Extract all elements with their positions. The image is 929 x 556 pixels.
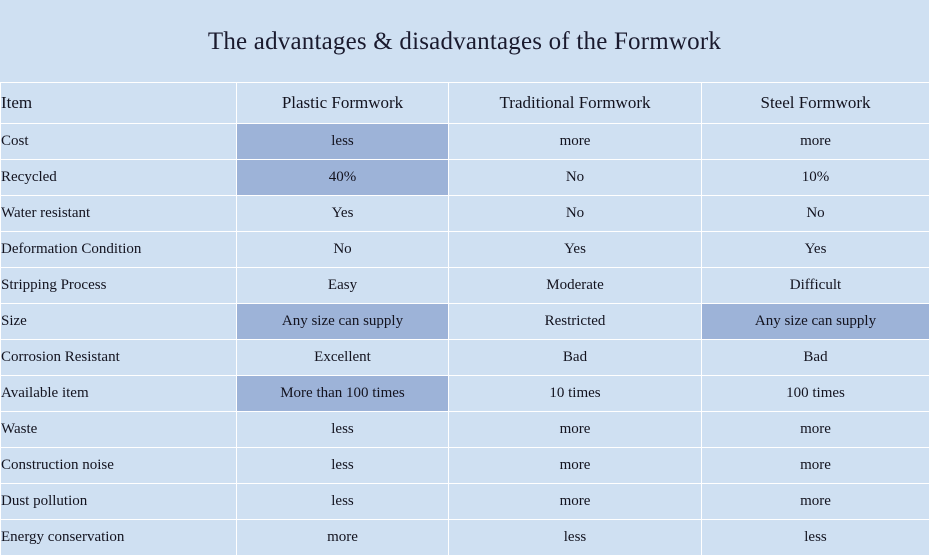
cell-traditional: 10 times (449, 376, 702, 412)
row-item-label: Waste (1, 412, 237, 448)
table-row (1, 160, 929, 196)
cell-steel: Any size can supply (702, 304, 929, 340)
cell-plastic: Excellent (237, 340, 449, 376)
table-row (1, 304, 929, 340)
cell-plastic: less (237, 484, 449, 520)
cell-plastic: Any size can supply (237, 304, 449, 340)
cell-steel: Difficult (702, 268, 929, 304)
cell-traditional: Yes (449, 232, 702, 268)
cell-plastic: No (237, 232, 449, 268)
row-item-label: Water resistant (1, 196, 237, 232)
row-item-label: Deformation Condition (1, 232, 237, 268)
cell-traditional: more (449, 448, 702, 484)
cell-plastic: Easy (237, 268, 449, 304)
table-row (1, 196, 929, 232)
column-header-traditional-formwork: Traditional Formwork (449, 83, 702, 124)
cell-traditional: No (449, 160, 702, 196)
cell-steel: Yes (702, 232, 929, 268)
table-row (1, 448, 929, 484)
table-row (1, 340, 929, 376)
cell-steel: Bad (702, 340, 929, 376)
page-title: The advantages & disadvantages of the Formwork (0, 0, 929, 82)
cell-traditional: Moderate (449, 268, 702, 304)
cell-plastic: less (237, 124, 449, 160)
table-row (1, 232, 929, 268)
cell-plastic: less (237, 412, 449, 448)
cell-traditional: Bad (449, 340, 702, 376)
row-item-label: Stripping Process (1, 268, 237, 304)
cell-steel: No (702, 196, 929, 232)
table-row (1, 268, 929, 304)
cell-plastic: less (237, 448, 449, 484)
cell-traditional: more (449, 484, 702, 520)
cell-traditional: more (449, 124, 702, 160)
table-row (1, 484, 929, 520)
comparison-table (0, 82, 929, 556)
row-item-label: Size (1, 304, 237, 340)
cell-plastic: 40% (237, 160, 449, 196)
table-row (1, 520, 929, 556)
table-row (1, 412, 929, 448)
cell-steel: more (702, 484, 929, 520)
cell-traditional: No (449, 196, 702, 232)
cell-plastic: More than 100 times (237, 376, 449, 412)
row-item-label: Available item (1, 376, 237, 412)
row-item-label: Recycled (1, 160, 237, 196)
cell-plastic: more (237, 520, 449, 556)
row-item-label: Energy conservation (1, 520, 237, 556)
cell-plastic: Yes (237, 196, 449, 232)
row-item-label: Construction noise (1, 448, 237, 484)
column-header-plastic-formwork: Plastic Formwork (237, 83, 449, 124)
cell-traditional: less (449, 520, 702, 556)
column-header-item: Item (1, 83, 237, 124)
table-header (1, 83, 929, 124)
cell-traditional: Restricted (449, 304, 702, 340)
cell-steel: 100 times (702, 376, 929, 412)
cell-steel: less (702, 520, 929, 556)
cell-steel: 10% (702, 160, 929, 196)
row-item-label: Cost (1, 124, 237, 160)
table-row (1, 124, 929, 160)
cell-steel: more (702, 448, 929, 484)
table-header-row (1, 83, 929, 124)
cell-traditional: more (449, 412, 702, 448)
column-header-steel-formwork: Steel Formwork (702, 83, 929, 124)
row-item-label: Corrosion Resistant (1, 340, 237, 376)
table-row (1, 376, 929, 412)
cell-steel: more (702, 412, 929, 448)
row-item-label: Dust pollution (1, 484, 237, 520)
table-body (1, 124, 929, 556)
cell-steel: more (702, 124, 929, 160)
